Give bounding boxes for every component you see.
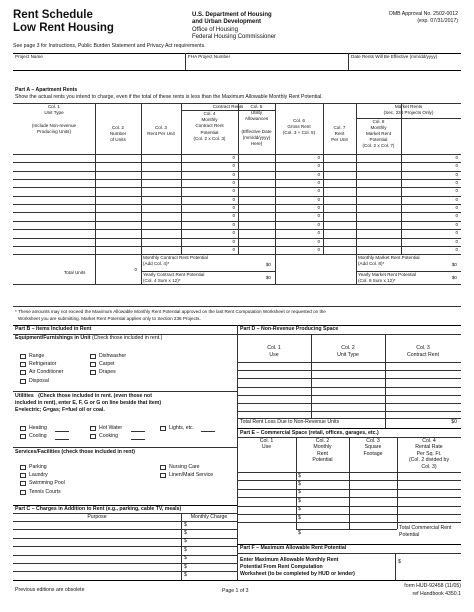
market-rents-header: Market Rents <box>394 103 423 109</box>
project-name-label: Project Name <box>15 54 43 59</box>
commercial-row[interactable] <box>238 515 460 522</box>
col8-header-line-1: Monthly <box>370 124 387 130</box>
col4-value: 0 <box>232 196 235 202</box>
service-checkbox[interactable] <box>160 465 166 470</box>
commercial-dollar: $ <box>298 472 301 479</box>
total-units-label: Total Units <box>64 270 86 275</box>
market-rents-sub: (Sec. 236 Projects Only) <box>383 110 434 115</box>
footnote-line-2: Worksheet you are submitting. Market Rent Potential applies only to Section 236 Projects. <box>18 316 201 321</box>
part-e-col2-line-1: Monthly <box>313 444 332 451</box>
col6-value: 0 <box>317 188 320 194</box>
charge-dollar: $ <box>184 571 187 578</box>
service-label: Linen/Maid Service <box>169 472 214 479</box>
col6-value: 0 <box>317 246 320 252</box>
yearly-contract-label: Yearly Contract Rent Potential <box>143 272 205 278</box>
col4-value: 0 <box>232 155 235 160</box>
utility-label: Hot Water <box>99 425 123 431</box>
charge-amount-field[interactable] <box>190 539 235 546</box>
part-f-label-1: Enter Maximum Allowable Monthly Rent <box>240 557 339 563</box>
form-number: form HUD-92458 (11/05) <box>404 583 461 589</box>
part-e-col2-line-0: Col. 2 <box>315 438 330 444</box>
col8-value: 0 <box>455 196 458 202</box>
equipment-checkbox[interactable] <box>90 354 96 359</box>
utility-label: Cooling <box>29 433 47 440</box>
part-e-col4-line-1: Rental Rate <box>415 444 443 451</box>
commercial-row[interactable] <box>238 498 460 505</box>
col6-value: 0 <box>317 196 320 202</box>
commercial-dollar: $ <box>298 480 301 487</box>
col6-value: 0 <box>317 230 320 236</box>
total-rent-loss-label: Total Rent Loss Due to Non-Revenue Units <box>240 419 340 425</box>
form-title: Rent Schedule <box>13 9 93 21</box>
col8-value: 0 <box>455 238 458 244</box>
equipment-checkbox[interactable] <box>20 379 26 384</box>
non-revenue-row[interactable] <box>238 379 460 386</box>
services-heading: Services/Facilities (check those included in rent) <box>15 449 135 455</box>
charge-purpose-field[interactable] <box>14 539 180 546</box>
col4-value: 0 <box>232 205 235 211</box>
col8-value: 0 <box>455 230 458 236</box>
charge-purpose-field[interactable] <box>14 564 180 571</box>
part-a-note: Show the actual rents you intend to charge, even if the total of these rents is less than the Maximum Allowable Monthly Rent Potential. <box>15 94 323 100</box>
service-checkbox[interactable] <box>20 481 26 486</box>
charge-purpose-field[interactable] <box>14 530 180 537</box>
non-revenue-row[interactable] <box>238 363 460 370</box>
col4-header-line-4: (Col. 2 x Col. 3) <box>193 135 226 141</box>
col4-value: 0 <box>232 188 235 194</box>
col6-value: 0 <box>317 171 320 177</box>
part-e-title: Part E – Commercial Space (retail, offices, garages, etc.) <box>240 430 379 436</box>
monthly-charge-header: Monthly Charge <box>190 514 228 520</box>
col5-header-line-5: (mm/dd/yyyy) <box>242 135 271 140</box>
col6-header-line-2: (Col. 3 + Col. 5) <box>282 130 316 136</box>
part-f-title: Part F – Maximum Allowable Rent Potential <box>240 545 347 551</box>
unit-row[interactable] <box>13 246 461 254</box>
col8-value: 0 <box>455 205 458 211</box>
charge-dollar: $ <box>184 546 187 553</box>
col6-value: 0 <box>317 163 320 169</box>
unit-row[interactable] <box>13 187 461 195</box>
total-commercial-sub: Potential <box>399 532 420 538</box>
omb-expiration: (exp. 07/31/2017) <box>417 18 458 24</box>
unit-row[interactable] <box>13 179 461 187</box>
part-b-title: Part B – Items Included in Rent <box>15 326 92 332</box>
col8-value: 0 <box>455 171 458 177</box>
equipment-label: Refrigerator <box>29 361 57 368</box>
col6-value: 0 <box>317 213 320 219</box>
col3-header-line-1: Rent Per Unit <box>147 131 175 137</box>
part-e-col4-line-2: Per Sq. Ft. <box>416 450 442 457</box>
col8-value: 0 <box>455 155 458 160</box>
col6-value: 0 <box>317 221 320 227</box>
col4-value: 0 <box>232 171 235 177</box>
col1-header-line-0: Col. 1 <box>47 104 60 109</box>
charge-amount-field[interactable] <box>190 530 235 537</box>
part-e-col3-line-1: Square <box>364 444 382 451</box>
service-label: Laundry <box>29 472 48 479</box>
total-units-value: 0 <box>134 267 137 272</box>
part-e-col4-line-3: (Col. 2 divided by <box>408 457 450 464</box>
equipment-label: Dishwasher <box>99 353 127 359</box>
equipment-label: Disposal <box>29 377 49 384</box>
fha-number-label: FHA Project Number <box>188 54 231 59</box>
col5-header-line-6: Here) <box>250 141 263 147</box>
part-c-title: Part C – Charges in Addition to Rent (e.g., parking, cable TV, meals) <box>15 506 182 512</box>
col7-header-line-2: Per Unit <box>331 137 348 143</box>
col4-value: 0 <box>232 163 235 169</box>
total-commercial-dollar: $ <box>298 530 301 536</box>
fha-number-field[interactable] <box>186 61 347 69</box>
service-checkbox[interactable] <box>20 473 26 478</box>
charge-dollar: $ <box>184 521 187 528</box>
col5-header-line-0: Col. 5 <box>250 104 263 109</box>
col4-value: 0 <box>232 180 235 186</box>
part-d-col2-header: Col. 2 <box>341 345 355 351</box>
purpose-header: Purpose <box>87 514 107 520</box>
omb-approval: OMB Approval No. 2502-0012 <box>388 11 458 17</box>
equipment-label: Range <box>29 353 45 359</box>
part-e-col1-line-1: Use <box>261 444 272 451</box>
charge-dollar: $ <box>184 538 187 545</box>
charge-purpose-field[interactable] <box>14 572 180 579</box>
part-a-title: Part A – Apartment Rents <box>15 87 78 93</box>
commercial-row[interactable] <box>238 481 460 488</box>
unit-row[interactable] <box>13 204 461 212</box>
footnote-line-1: * These amounts may not exceed the Maximum Allowable Monthly Rent Potential approved on the last Rent Computation Worksheet or requested on the <box>15 309 326 314</box>
col6-value: 0 <box>317 180 320 186</box>
monthly-market-label: Monthly Market Rent Potential <box>358 255 420 261</box>
part-e-col2-line-2: Rent <box>317 450 328 457</box>
utility-checkbox[interactable] <box>160 426 166 431</box>
service-checkbox[interactable] <box>160 473 166 478</box>
max-rent-potential-field[interactable] <box>404 556 459 576</box>
instructions-note: See page 3 for Instructions, Public Burden Statement and Privacy Act requirements. <box>13 43 206 49</box>
part-d-col3-header: Col. 3 <box>416 345 430 351</box>
unit-row[interactable] <box>13 221 461 229</box>
yearly-market-label: Yearly Market Rent Potential <box>358 272 417 278</box>
col3-header-line-0: Col. 3 <box>154 125 167 130</box>
monthly-market-sub: (Add Col. 8)* <box>358 261 385 267</box>
col6-header-line-1: Gross Rent <box>287 124 311 130</box>
unit-row[interactable] <box>13 238 461 246</box>
utility-label: Heating <box>29 425 47 431</box>
col4-header-line-2: Contract Rent <box>195 123 224 129</box>
part-e-col3-line-2: Footage <box>363 450 383 457</box>
equipment-heading: Equipment/Furnishings in Unit (Check those included in rent.) <box>15 335 163 341</box>
col6-value: 0 <box>317 205 320 211</box>
charge-dollar: $ <box>184 555 187 562</box>
col2-header-line-2: of Units <box>110 137 126 143</box>
part-f-dollar: $ <box>398 559 401 565</box>
utility-checkbox[interactable] <box>20 426 26 431</box>
col5-header-line-1: Utility <box>250 110 263 116</box>
col8-value: 0 <box>455 221 458 227</box>
monthly-contract-label: Monthly Contract Rent Potential <box>143 255 208 261</box>
service-label: Tennis Courts <box>29 488 61 495</box>
agency-line-4: Federal Housing Commissioner <box>192 34 277 40</box>
non-revenue-row[interactable] <box>238 371 460 378</box>
part-f-label-3: Worksheet (to be completed by HUD or lender) <box>240 571 355 577</box>
unit-row[interactable] <box>13 229 461 237</box>
monthly-market-value: $0 <box>451 262 457 268</box>
equipment-label: Carpet <box>99 361 115 368</box>
charge-purpose-field[interactable] <box>14 556 180 563</box>
agency-line-1: U.S. Department of Housing <box>192 12 272 18</box>
agency-line-3: Office of Housing <box>192 27 238 33</box>
part-d-title: Part D – Non-Revenue Producing Space <box>240 326 339 332</box>
part-d-col2-sub: Unit Type <box>337 352 359 358</box>
col4-value: 0 <box>232 238 235 244</box>
yearly-contract-value: $0 <box>265 275 271 280</box>
charge-amount-field[interactable] <box>190 572 235 579</box>
col4-header-line-0: Col. 4 <box>203 111 216 116</box>
col7-header-line-0: Col. 7 <box>333 125 346 130</box>
col2-header-line-0: Col. 2 <box>111 125 124 130</box>
yearly-contract-sub: (Col. 4 Sum x 12)* <box>143 278 181 284</box>
equipment-checkbox[interactable] <box>90 370 96 375</box>
page-number: Page 1 of 3 <box>222 588 249 594</box>
handbook-ref: ref Handbook 4350.1 <box>412 591 461 597</box>
unit-row[interactable] <box>13 212 461 220</box>
utility-label: Cooking <box>99 433 119 440</box>
form-subtitle: Low Rent Housing <box>13 22 114 34</box>
col4-header-line-3: Potential <box>200 129 219 135</box>
col8-header-line-4: (Col. 2 x Col. 7) <box>362 143 395 149</box>
col5-header-line-4: (Effective Date <box>241 128 272 134</box>
utility-checkbox[interactable] <box>90 426 96 431</box>
non-revenue-row[interactable] <box>238 396 460 403</box>
commercial-dollar: $ <box>298 489 301 496</box>
part-d-col1-sub: Use <box>269 352 279 358</box>
contract-rents-header: Contract Rents <box>212 103 244 109</box>
commercial-dollar: $ <box>298 514 301 521</box>
total-rent-loss-value: $0 <box>451 419 457 425</box>
commercial-row[interactable] <box>238 490 460 497</box>
col1-header-line-1: Unit Type <box>44 110 64 116</box>
service-checkbox[interactable] <box>20 465 26 470</box>
part-e-col2-line-3: Potential <box>312 457 333 464</box>
non-revenue-row[interactable] <box>238 388 460 395</box>
part-f-label-2: Potential From Rent Computation <box>240 564 323 570</box>
col4-value: 0 <box>232 246 235 252</box>
col8-header-line-2: Market Rent <box>365 130 392 136</box>
utility-checkbox[interactable] <box>90 434 96 439</box>
service-checkbox[interactable] <box>20 490 26 495</box>
col8-value: 0 <box>455 246 458 252</box>
total-commercial-label: Total Commercial Rent <box>399 525 452 531</box>
commercial-dollar: $ <box>298 506 301 513</box>
charge-amount-field[interactable] <box>190 522 235 529</box>
col4-value: 0 <box>232 221 235 227</box>
utility-label: Lights, etc. <box>169 425 195 431</box>
part-e-col3-line-0: Col. 3 <box>366 438 380 444</box>
part-e-col1-line-0: Col. 1 <box>259 438 274 444</box>
monthly-contract-sub: (Add Col. 4)* <box>143 261 170 267</box>
charge-dollar: $ <box>184 529 187 536</box>
part-e-col4-line-4: Col. 3) <box>421 463 437 470</box>
equipment-label: Drapes <box>99 369 116 376</box>
col4-header-line-1: Monthly <box>201 117 218 123</box>
yearly-market-value: $0 <box>451 275 457 280</box>
charge-amount-field[interactable] <box>190 564 235 571</box>
col8-value: 0 <box>455 180 458 186</box>
obsolete-note: Previous editions are obsolete <box>15 587 85 593</box>
col8-value: 0 <box>455 163 458 169</box>
effective-date-label: Date Rents Will Be Effective (mm/dd/yyyy) <box>351 54 438 59</box>
monthly-contract-value: $0 <box>265 262 271 268</box>
charge-purpose-field[interactable] <box>14 547 180 554</box>
utilities-line-3: E=electric; G=gas; F=fuel oil or coal. <box>15 407 105 413</box>
yearly-market-sub: (Col. 8 Sum x 12)* <box>358 278 396 284</box>
col2-header-line-1: Number <box>109 131 127 137</box>
effective-date-field[interactable] <box>349 61 460 69</box>
col6-header-line-0: Col. 6 <box>292 118 305 123</box>
project-name-field[interactable] <box>14 61 184 69</box>
commercial-dollar: $ <box>298 497 301 504</box>
equipment-checkbox[interactable] <box>20 362 26 367</box>
charge-amount-field[interactable] <box>190 547 235 554</box>
utilities-line-1: Utilities (Check those included in rent. (even those not <box>15 393 152 399</box>
equipment-checkbox[interactable] <box>90 362 96 367</box>
col8-value: 0 <box>455 188 458 194</box>
charge-purpose-field[interactable] <box>14 522 180 529</box>
commercial-row[interactable] <box>238 507 460 514</box>
equipment-label: Air Conditioner <box>29 369 64 376</box>
col7-header-line-1: Rent <box>334 131 345 137</box>
service-label: Nursing Care <box>169 464 200 470</box>
col5-header-line-2: Allowances <box>244 116 269 122</box>
part-e-col4-line-0: Col. 4 <box>422 438 436 444</box>
col4-value: 0 <box>232 230 235 236</box>
service-label: Swimming Pool <box>29 480 65 487</box>
equipment-checkbox[interactable] <box>20 354 26 359</box>
part-d-col3-sub: Contract Rent <box>406 352 439 358</box>
unit-row[interactable] <box>13 196 461 204</box>
col4-value: 0 <box>232 213 235 219</box>
col8-value: 0 <box>455 213 458 219</box>
col6-value: 0 <box>317 238 320 244</box>
charge-amount-field[interactable] <box>190 556 235 563</box>
unit-row[interactable] <box>13 162 461 170</box>
unit-row[interactable] <box>13 171 461 179</box>
agency-line-2: and Urban Development <box>192 19 262 25</box>
col1-header-line-4: Producing Units) <box>37 128 71 134</box>
utility-checkbox[interactable] <box>20 434 26 439</box>
utilities-line-2: included in rent), enter E, F, G or G on line beside that item) <box>15 400 162 406</box>
equipment-checkbox[interactable] <box>20 370 26 375</box>
col1-header-line-3: (Include Non-revenue <box>31 122 77 128</box>
unit-row[interactable] <box>13 154 461 162</box>
col8-header-line-3: Potential <box>369 137 388 143</box>
commercial-row[interactable] <box>238 473 460 480</box>
non-revenue-row[interactable] <box>238 404 460 411</box>
charge-dollar: $ <box>184 563 187 570</box>
col6-value: 0 <box>317 155 320 160</box>
part-d-col1-header: Col. 1 <box>267 345 281 351</box>
service-label: Parking <box>29 464 47 470</box>
col8-header-line-0: Col. 8 <box>372 118 385 124</box>
